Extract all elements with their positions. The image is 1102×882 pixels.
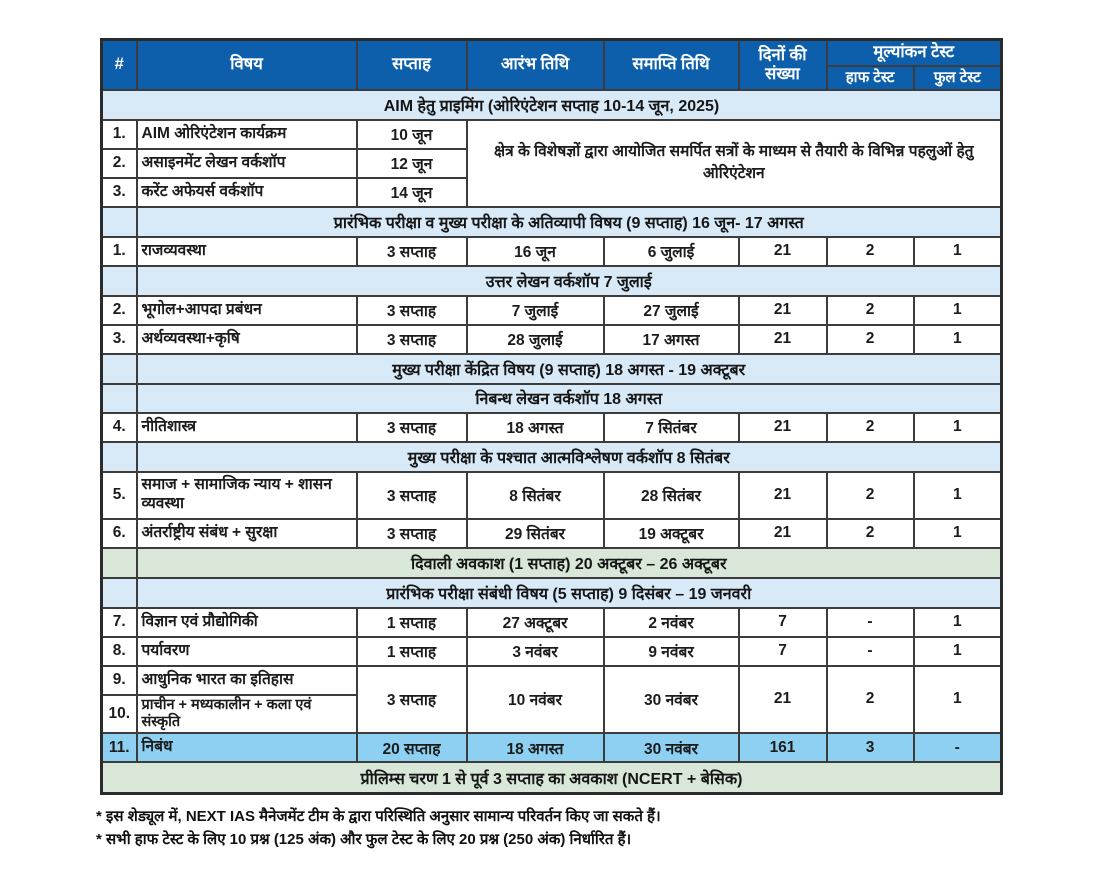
band-spacer-cell (102, 266, 137, 296)
cell-num: 1. (102, 237, 137, 266)
cell-num: 4. (102, 413, 137, 442)
header-evaluation-test: मूल्यांकन टेस्ट (827, 40, 1002, 66)
table-row (102, 296, 1002, 325)
band-spacer-cell (102, 384, 137, 413)
table-row (102, 637, 1002, 666)
cell-subject: अंतर्राष्ट्रीय संबंध + सुरक्षा (137, 519, 357, 548)
cell-start: 18 अगस्त (467, 413, 604, 442)
cell-num: 1. (102, 120, 137, 149)
header-days-count: दिनों की संख्या (739, 40, 827, 90)
cell-half-test: 3 (827, 733, 914, 762)
band-prelims-topics: प्रारंभिक परीक्षा संबंधी विषय (5 सप्ताह) 9 दिसंबर – 19 जनवरी (137, 578, 1002, 608)
cell-week: 1 सप्ताह (357, 608, 467, 637)
cell-start: 10 नवंबर (467, 666, 604, 734)
cell-num: 11. (102, 733, 137, 762)
cell-week: 3 सप्ताह (357, 666, 467, 734)
cell-num: 8. (102, 637, 137, 666)
orientation-row (102, 120, 1002, 149)
cell-start: 27 अक्टूबर (467, 608, 604, 637)
band-diwali: दिवाली अवकाश (1 सप्ताह) 20 अक्टूबर – 26 अक्टूबर (137, 548, 1002, 578)
cell-days: 7 (739, 608, 827, 637)
cell-week: 3 सप्ताह (357, 296, 467, 325)
cell-end: 17 अगस्त (604, 325, 739, 354)
cell-subject: प्राचीन + मध्यकालीन + कला एवं संस्कृति (137, 695, 357, 734)
band-spacer-cell (102, 578, 137, 608)
table-row (102, 325, 1002, 354)
cell-week: 14 जून (357, 178, 467, 207)
cell-start: 28 जुलाई (467, 325, 604, 354)
cell-half-test: 2 (827, 325, 914, 354)
cell-num: 2. (102, 149, 137, 178)
table-row (102, 519, 1002, 548)
cell-week: 3 सप्ताह (357, 325, 467, 354)
band-introspection: मुख्य परीक्षा के पश्चात आत्मविश्लेषण वर्कशॉप 8 सितंबर (137, 442, 1002, 472)
cell-half-test: 2 (827, 472, 914, 519)
table-row (102, 608, 1002, 637)
cell-days: 161 (739, 733, 827, 762)
cell-full-test: 1 (914, 296, 1002, 325)
cell-num: 3. (102, 325, 137, 354)
header-row-1 (102, 40, 1002, 66)
cell-half-test: - (827, 637, 914, 666)
cell-days: 21 (739, 413, 827, 442)
cell-week: 3 सप्ताह (357, 413, 467, 442)
cell-half-test: - (827, 608, 914, 637)
footnote-1: * इस शेड्यूल में, NEXT IAS मैनेजमेंट टीम के द्वारा परिस्थिति अनुसार सामान्य परिवर्तन किए जा सकते हैं। (96, 808, 661, 825)
cell-week: 12 जून (357, 149, 467, 178)
cell-end: 7 सितंबर (604, 413, 739, 442)
cell-end: 6 जुलाई (604, 237, 739, 266)
cell-days: 21 (739, 519, 827, 548)
cell-full-test: 1 (914, 666, 1002, 734)
table-row-essay-highlight (102, 733, 1002, 762)
band-spacer-cell (102, 207, 137, 237)
cell-days: 21 (739, 296, 827, 325)
cell-end: 19 अक्टूबर (604, 519, 739, 548)
header-start-date: आरंभ तिथि (467, 40, 604, 90)
cell-num: 10. (102, 695, 137, 734)
band-essay-workshop: निबन्ध लेखन वर्कशॉप 18 अगस्त (137, 384, 1002, 413)
orientation-note: क्षेत्र के विशेषज्ञों द्वारा आयोजित समर्पित सत्रों के माध्यम से तैयारी के विभिन्न पहलुओं हेतु ओरिएंटेशन (467, 120, 1002, 207)
cell-num: 9. (102, 666, 137, 695)
cell-days: 21 (739, 237, 827, 266)
cell-week: 20 सप्ताह (357, 733, 467, 762)
cell-subject: पर्यावरण (137, 637, 357, 666)
band-answer-workshop: उत्तर लेखन वर्कशॉप 7 जुलाई (137, 266, 1002, 296)
cell-full-test: 1 (914, 519, 1002, 548)
cell-num: 6. (102, 519, 137, 548)
cell-subject: भूगोल+आपदा प्रबंधन (137, 296, 357, 325)
table-row (102, 666, 1002, 695)
schedule-table (100, 38, 1003, 795)
header-half-test: हाफ टेस्ट (827, 66, 914, 90)
footnote-2: * सभी हाफ टेस्ट के लिए 10 प्रश्न (125 अंक) और फुल टेस्ट के लिए 20 प्रश्न (250 अंक) निर्धारित हैं। (96, 830, 632, 848)
band-prelims-topics-row (102, 578, 1002, 608)
cell-subject: नीतिशास्त्र (137, 413, 357, 442)
cell-end: 27 जुलाई (604, 296, 739, 325)
cell-subject: असाइनमेंट लेखन वर्कशॉप (137, 149, 357, 178)
table-row (102, 413, 1002, 442)
band-mains-focus-row (102, 354, 1002, 384)
cell-week: 3 सप्ताह (357, 472, 467, 519)
cell-half-test: 2 (827, 237, 914, 266)
cell-end: 30 नवंबर (604, 733, 739, 762)
band-answer-workshop-row (102, 266, 1002, 296)
band-priming: AIM हेतु प्राइमिंग (ओरिएंटेशन सप्ताह 10-14 जून, 2025) (102, 90, 1002, 120)
band-mains-focus: मुख्य परीक्षा केंद्रित विषय (9 सप्ताह) 18 अगस्त - 19 अक्टूबर (137, 354, 1002, 384)
band-spacer-cell (102, 354, 137, 384)
table-row (102, 472, 1002, 519)
band-overlap: प्रारंभिक परीक्षा व मुख्य परीक्षा के अतिव्यापी विषय (9 सप्ताह) 16 जून- 17 अगस्त (137, 207, 1002, 237)
table-row (102, 237, 1002, 266)
cell-full-test: 1 (914, 237, 1002, 266)
cell-end: 2 नवंबर (604, 608, 739, 637)
cell-num: 7. (102, 608, 137, 637)
cell-end: 28 सितंबर (604, 472, 739, 519)
cell-end: 30 नवंबर (604, 666, 739, 734)
band-introspection-row (102, 442, 1002, 472)
cell-week: 3 सप्ताह (357, 519, 467, 548)
cell-half-test: 2 (827, 519, 914, 548)
cell-week: 3 सप्ताह (357, 237, 467, 266)
cell-week: 1 सप्ताह (357, 637, 467, 666)
cell-subject: समाज + सामाजिक न्याय + शासन व्यवस्था (137, 472, 357, 519)
header-full-test: फुल टेस्ट (914, 66, 1002, 90)
cell-full-test: 1 (914, 608, 1002, 637)
cell-start: 8 सितंबर (467, 472, 604, 519)
band-spacer-cell (102, 548, 137, 578)
cell-days: 21 (739, 325, 827, 354)
cell-full-test: 1 (914, 325, 1002, 354)
band-ncert-break: प्रीलिम्स चरण 1 से पूर्व 3 सप्ताह का अवकाश (NCERT + बेसिक) (102, 762, 1002, 793)
cell-subject: राजव्यवस्था (137, 237, 357, 266)
cell-start: 29 सितंबर (467, 519, 604, 548)
cell-half-test: 2 (827, 296, 914, 325)
band-priming-row (102, 90, 1002, 120)
cell-days: 21 (739, 666, 827, 734)
header-end-date: समाप्ति तिथि (604, 40, 739, 90)
cell-days: 21 (739, 472, 827, 519)
cell-full-test: 1 (914, 472, 1002, 519)
cell-half-test: 2 (827, 413, 914, 442)
cell-subject: आधुनिक भारत का इतिहास (137, 666, 357, 695)
band-diwali-row (102, 548, 1002, 578)
cell-half-test: 2 (827, 666, 914, 734)
footnotes (96, 806, 1016, 851)
header-week: सप्ताह (357, 40, 467, 90)
header-num: # (102, 40, 137, 90)
cell-days: 7 (739, 637, 827, 666)
cell-full-test: 1 (914, 413, 1002, 442)
cell-num: 3. (102, 178, 137, 207)
cell-start: 3 नवंबर (467, 637, 604, 666)
cell-subject: अर्थव्यवस्था+कृषि (137, 325, 357, 354)
cell-subject: करेंट अफेयर्स वर्कशॉप (137, 178, 357, 207)
cell-start: 18 अगस्त (467, 733, 604, 762)
band-overlap-row (102, 207, 1002, 237)
cell-start: 16 जून (467, 237, 604, 266)
cell-week: 10 जून (357, 120, 467, 149)
cell-num: 5. (102, 472, 137, 519)
cell-start: 7 जुलाई (467, 296, 604, 325)
header-subject: विषय (137, 40, 357, 90)
band-essay-workshop-row (102, 384, 1002, 413)
cell-subject: AIM ओरिएंटेशन कार्यक्रम (137, 120, 357, 149)
cell-full-test: 1 (914, 637, 1002, 666)
cell-subject: विज्ञान एवं प्रौद्योगिकी (137, 608, 357, 637)
cell-full-test: - (914, 733, 1002, 762)
band-spacer-cell (102, 442, 137, 472)
cell-end: 9 नवंबर (604, 637, 739, 666)
cell-num: 2. (102, 296, 137, 325)
band-ncert-break-row (102, 762, 1002, 793)
cell-subject: निबंध (137, 733, 357, 762)
